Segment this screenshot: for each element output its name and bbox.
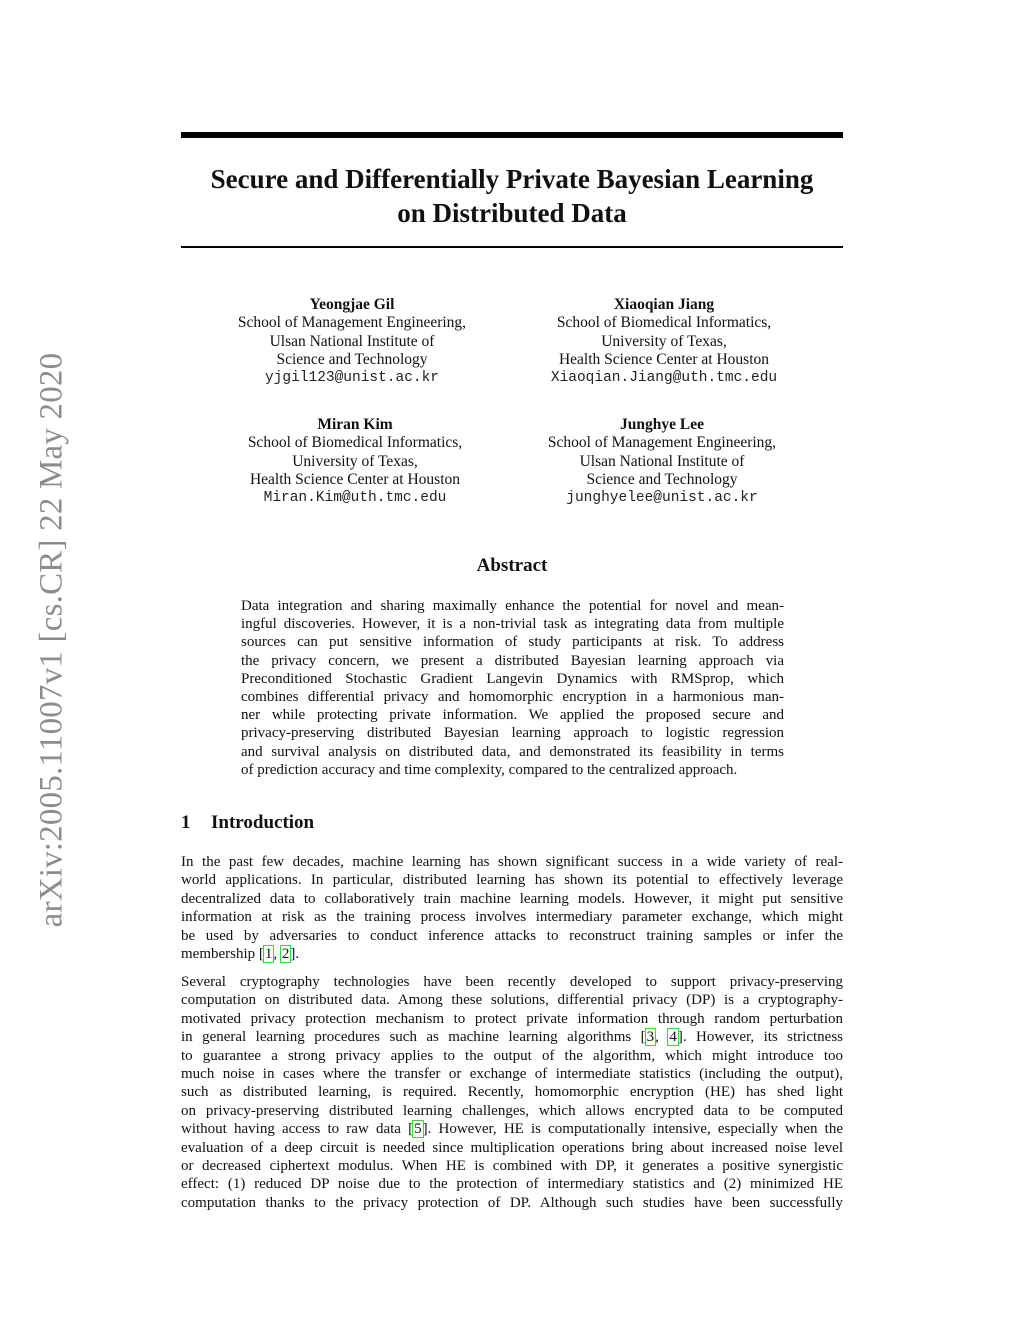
text-fragment: membership [ <box>181 946 264 963</box>
abstract-line: of prediction accuracy and time complexity, compared to the centralized approach. <box>241 761 738 778</box>
paragraph-line: computation thanks to the privacy protection of DP. Although such studies have been successfully <box>181 1194 843 1211</box>
title-line-2: on Distributed Data <box>397 198 627 228</box>
abstract-line: the privacy concern, we present a distributed Bayesian learning approach via <box>241 652 784 669</box>
text-fragment: without having access to raw data [ <box>181 1121 414 1138</box>
paragraph-line: on privacy-preserving distributed learning challenges, which allows encrypted data to be computed <box>181 1102 843 1119</box>
text-fragment: in general learning procedures such as machine learning algorithms [ <box>181 1029 646 1046</box>
citation-link[interactable]: 3 <box>646 1029 655 1046</box>
intro-paragraph-1 <box>181 853 843 963</box>
citation-link[interactable]: 4 <box>669 1029 677 1046</box>
paragraph-line: Several cryptography technologies have been recently developed to support privacy-preserving <box>181 974 843 990</box>
abstract-body <box>241 597 784 779</box>
author-affiliation: School of Biomedical Informatics, <box>556 314 772 332</box>
text-fragment: , <box>273 946 281 963</box>
abstract-line: ner while protecting private information. We applied the proposed secure and <box>241 707 784 724</box>
author-name: Miran Kim <box>317 416 393 433</box>
abstract-line: combines differential privacy and homomorphic encryption in a harmonious man- <box>241 689 784 706</box>
citation-link[interactable]: 1 <box>264 946 273 963</box>
author-block-1 <box>187 296 517 387</box>
author-email[interactable]: Xiaoqian.Jiang@uth.tmc.edu <box>550 370 778 387</box>
abstract-line: Preconditioned Stochastic Gradient Langevin Dynamics with RMSprop, which <box>241 670 784 687</box>
author-affiliation: School of Management Engineering, <box>547 434 777 452</box>
abstract-line: ingful discoveries. However, it is a non-trivial task as integrating data from multiple <box>241 616 784 633</box>
abstract-heading: Abstract <box>476 555 548 576</box>
paragraph-line: effect: (1) reduced DP noise due to the protection of intermediary statistics and (2) minimized HE <box>181 1176 843 1193</box>
author-affiliation: School of Management Engineering, <box>237 314 467 332</box>
citation-link[interactable]: 5 <box>414 1121 422 1138</box>
author-affiliation: Science and Technology <box>586 470 738 488</box>
author-affiliation: Ulsan National Institute of <box>269 332 435 350</box>
author-affiliation: Health Science Center at Houston <box>249 470 461 488</box>
abstract-line: privacy-preserving distributed Bayesian learning approach to logistic regression <box>241 725 784 742</box>
author-block-3 <box>190 416 520 507</box>
author-block-2 <box>499 296 829 387</box>
author-name: Xiaoqian Jiang <box>613 296 715 313</box>
author-affiliation: University of Texas, <box>601 332 727 350</box>
author-name: Yeongjae Gil <box>309 296 395 313</box>
author-affiliation: Ulsan National Institute of <box>579 452 745 470</box>
paragraph-line: such as distributed learning, is required. Recently, homomorphic encryption (HE) has shed light <box>181 1084 843 1101</box>
author-block-4 <box>497 416 827 507</box>
citation-link[interactable]: 2 <box>281 946 290 963</box>
abstract-line: sources can put sensitive information of study participants at risk. To address <box>241 634 784 651</box>
section-title: Introduction <box>211 812 315 833</box>
paragraph-line <box>181 1120 843 1138</box>
text-fragment: ]. However, HE is computationally intensive, especially when the <box>422 1121 843 1138</box>
author-affiliation: Health Science Center at Houston <box>558 350 770 368</box>
author-affiliation: School of Biomedical Informatics, <box>247 434 463 452</box>
abstract-line: Data integration and sharing maximally enhance the potential for novel and mean- <box>241 598 784 614</box>
text-fragment: ]. However, its strictness <box>677 1029 843 1046</box>
author-email[interactable]: yjgil123@unist.ac.kr <box>264 370 440 387</box>
section-number: 1 <box>181 812 191 833</box>
title-rule-bottom <box>181 246 843 248</box>
paragraph-line: be used by adversaries to conduct inference attacks to reconstruct training samples or infer the <box>181 927 843 944</box>
paper-title <box>181 162 843 230</box>
author-affiliation: University of Texas, <box>292 452 418 470</box>
paragraph-line: or decreased ciphertext modulus. When HE is combined with DP, it generates a positive synergistic <box>181 1158 843 1175</box>
paragraph-line: motivated privacy protection mechanism to protect private information through random perturbation <box>181 1010 843 1027</box>
paragraph-line: information at risk as the training process involves intermediary parameter exchange, which might <box>181 909 843 926</box>
text-fragment: , <box>655 1029 669 1046</box>
section-heading-introduction <box>181 812 314 834</box>
paragraph-line: evaluation of a deep circuit is needed since multiplication operations bring about increased noise level <box>181 1139 843 1156</box>
paragraph-line: In the past few decades, machine learning has shown significant success in a wide variety of real- <box>181 854 843 870</box>
arxiv-stamp: arXiv:2005.11007v1 [cs.CR] 22 May 2020 <box>33 352 70 928</box>
author-name: Junghye Lee <box>620 416 704 433</box>
author-email[interactable]: Miran.Kim@uth.tmc.edu <box>263 490 447 507</box>
author-email[interactable]: junghyelee@unist.ac.kr <box>566 490 758 507</box>
author-affiliation: Science and Technology <box>276 350 428 368</box>
intro-paragraph-2 <box>181 973 843 1212</box>
paragraph-line: to guarantee a strong privacy applies to the output of the algorithm, which might introduce too <box>181 1047 843 1064</box>
title-rule-top <box>181 132 843 138</box>
paragraph-line: decentralized data to collaboratively train machine learning models. However, it might put sensitive <box>181 890 843 907</box>
paragraph-line <box>181 945 843 963</box>
abstract-line: and survival analysis on distributed data, and demonstrated its feasibility in terms <box>241 743 784 760</box>
paragraph-line <box>181 1028 843 1046</box>
paragraph-line: world applications. In particular, distributed learning has shown its potential to effectively leverage <box>181 872 843 889</box>
paragraph-line: computation on distributed data. Among these solutions, differential privacy (DP) is a cryptography- <box>181 992 843 1009</box>
title-line-1: Secure and Differentially Private Bayesian Learning <box>210 164 814 194</box>
text-fragment: ]. <box>290 946 300 963</box>
paragraph-line: much noise in cases where the transfer or exchange of intermediate statistics (including the output), <box>181 1066 843 1083</box>
